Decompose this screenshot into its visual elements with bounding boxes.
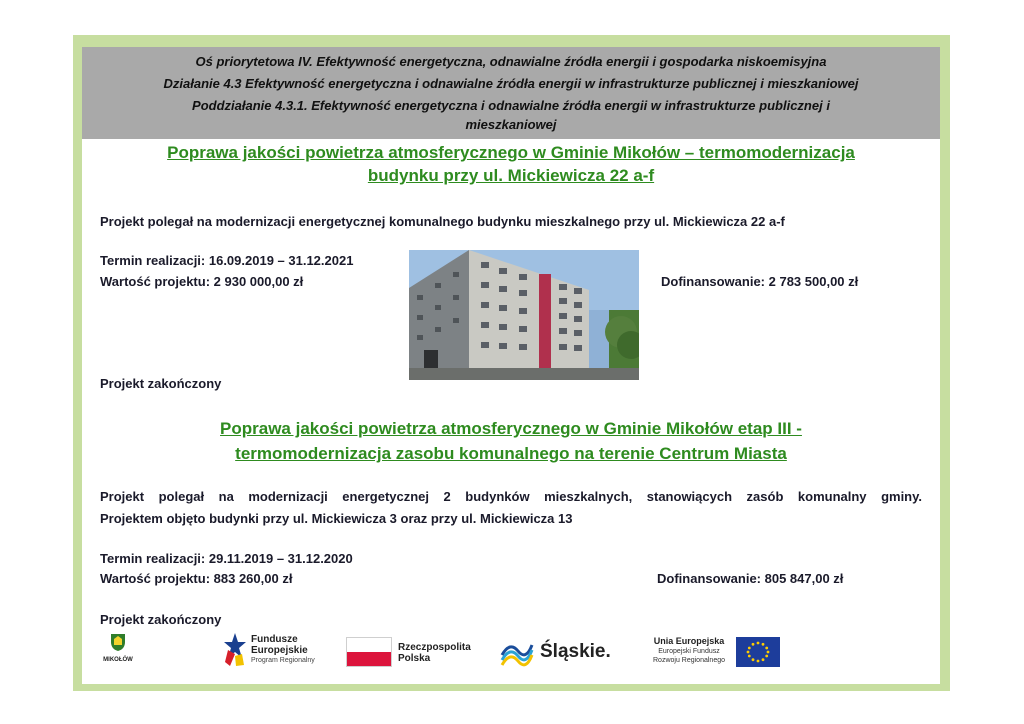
rp-line-1: Rzeczpospolita xyxy=(398,642,471,653)
header-line-1: Oś priorytetowa IV. Efektywność energetyczna, odnawialne źródła energii i gospodarka niskoemisyjna xyxy=(195,54,827,69)
header-line-4: mieszkaniowej xyxy=(465,117,557,132)
building-photo xyxy=(409,250,639,380)
project2-value: Wartość projektu: 883 260,00 zł xyxy=(100,571,293,586)
project2-description-line-1: Projekt polegał na modernizacji energetycznej 2 budynków mieszkalnych, stanowiących zasób komunalny gminy. xyxy=(100,489,922,504)
fundusze-europejskie-logo xyxy=(224,632,334,668)
fe-line-1: Fundusze xyxy=(251,634,298,645)
fe-line-2: Europejskie xyxy=(251,645,308,656)
project1-funding: Dofinansowanie: 2 783 500,00 zł xyxy=(661,274,859,289)
ue-line-3: Rozwoju Regionalnego xyxy=(653,657,725,664)
header-line-2: Działanie 4.3 Efektywność energetyczna i odnawialne źródła energii w infrastrukturze publicznej i mieszkaniowej xyxy=(163,76,859,91)
mikolow-crest-icon xyxy=(108,632,128,652)
header-line-3: Poddziałanie 4.3.1. Efektywność energetyczna i odnawialne źródła energii w infrastrukturze publicznej i xyxy=(192,98,830,113)
project1-term: Termin realizacji: 16.09.2019 – 31.12.2021 xyxy=(100,253,354,268)
mikolow-logo xyxy=(98,632,138,664)
fe-line-3: Program Regionalny xyxy=(251,657,315,664)
ue-line-2: Europejski Fundusz xyxy=(658,648,720,655)
project2-status: Projekt zakończony xyxy=(100,612,222,627)
project2-funding: Dofinansowanie: 805 847,00 zł xyxy=(657,571,844,586)
ue-line-1: Unia Europejska xyxy=(653,636,725,646)
slaskie-logo xyxy=(500,636,625,670)
project1-description: Projekt polegał na modernizacji energetycznej komunalnego budynku mieszkalnego przy ul. Mickiewicza 22 a-f xyxy=(100,214,785,229)
slaskie-text: Śląskie. xyxy=(540,641,611,662)
eu-flag-icon xyxy=(736,637,780,667)
unia-europejska-logo xyxy=(648,636,783,670)
polish-flag-icon xyxy=(346,637,392,667)
project2-title-line-2: termomodernizacja zasobu komunalnego na terenie Centrum Miasta xyxy=(235,444,787,463)
project1-value: Wartość projektu: 2 930 000,00 zł xyxy=(100,274,304,289)
project1-title-line-2: budynku przy ul. Mickiewicza 22 a-f xyxy=(367,166,655,185)
project2-term: Termin realizacji: 29.11.2019 – 31.12.2020 xyxy=(100,551,353,566)
slaskie-wave-icon xyxy=(500,637,534,667)
project2-title-line-1: Poprawa jakości powietrza atmosferycznego w Gminie Mikołów etap III - xyxy=(220,419,802,438)
mikolow-logo-text: MIKOŁÓW xyxy=(103,657,133,663)
fe-star-icon xyxy=(224,632,246,668)
project2-description-line-2: Projektem objęto budynki przy ul. Mickiewicza 3 oraz przy ul. Mickiewicza 13 xyxy=(100,511,573,526)
rzeczpospolita-logo xyxy=(346,636,476,668)
project1-title-line-1: Poprawa jakości powietrza atmosferycznego w Gminie Mikołów – termomodernizacja xyxy=(167,143,855,162)
rp-line-2: Polska xyxy=(398,653,431,664)
project1-status: Projekt zakończony xyxy=(100,376,222,391)
